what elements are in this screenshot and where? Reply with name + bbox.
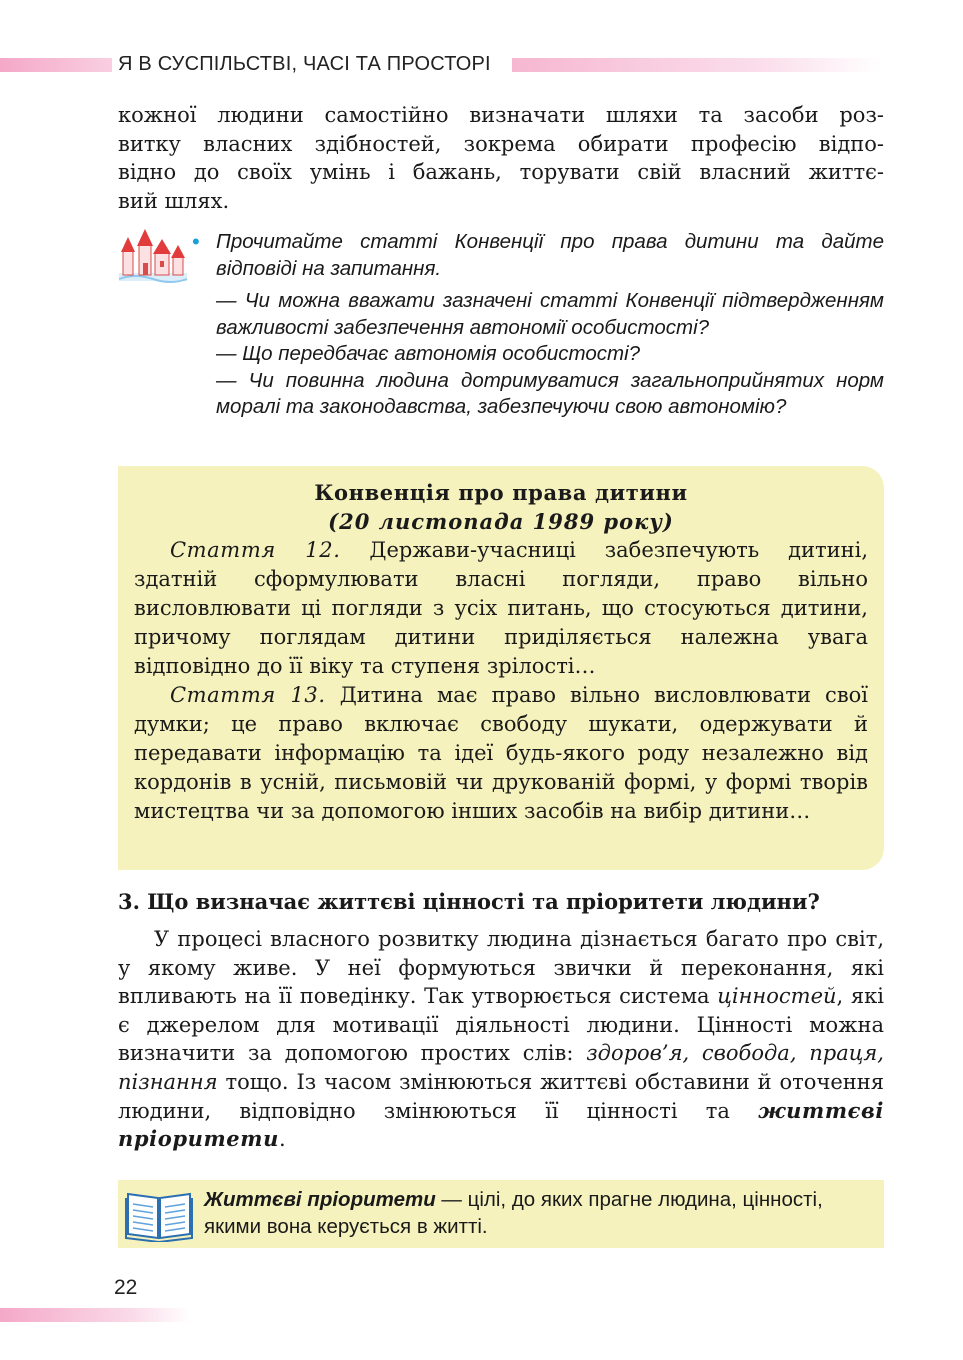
scalloped-edge <box>113 466 123 870</box>
page-number: 22 <box>114 1276 138 1299</box>
running-title: Я В СУСПІЛЬСТВІ, ЧАСІ ТА ПРОСТОРІ <box>118 53 491 75</box>
intro-line: кожної людини самостійно визначати шляхи та засоби роз- <box>118 103 884 127</box>
definition-box <box>118 1180 884 1248</box>
convention-date: (20 листопада 1989 року) <box>328 509 674 534</box>
term-life-priorities: життєві пріоритети <box>118 1097 884 1152</box>
article-12 <box>134 536 868 681</box>
article-13 <box>134 681 868 826</box>
intro-line: витку власних здібностей, зокрема обирати професію відпо- <box>118 131 884 156</box>
article-13-text: Дитина має право вільно висловлювати свої думки; це право включає свободу шукати, одержувати й передавати інформацію та ідеї будь-якого роду незалежно від кордонів в усній, письмовій чи друкованій формі, у формі творів мистецтва чи за допомогою інших засобів на вибір дитини… <box>134 683 868 823</box>
header-decor-bar-left <box>0 58 112 72</box>
article-12-text: Держави-учасниці забезпечують дитині, здатній сформулювати власні погляди, право вільно висловлювати ці погляди з усіх питань, що стосуються дитини, причому поглядам дитини приділяється належна увага відповідно до її віку та ступеня зрілості… <box>134 538 868 678</box>
article-13-label: Стаття 13. <box>170 683 326 707</box>
section-heading: 3. Що визначає життєві цінності та пріоритети людини? <box>118 889 820 914</box>
intro-line: відно до своїх умінь і бажань, торувати свій власний життє- <box>118 160 884 185</box>
term-values: цінностей <box>717 984 837 1009</box>
text-span: , які є джерелом для мотивації діяльності людини. Цінності можна визначити за допомогою простих слів: <box>118 984 884 1066</box>
text-span: . <box>278 1127 286 1152</box>
definition-text <box>204 1186 880 1240</box>
text-span: У процесі власного розвитку людина дізнається багато про світ, у якому живе. У неї формуються звички й переконання, які впливають на її поведінку. Так утворюється система <box>118 927 884 1009</box>
definition-term: Життєві пріоритети <box>204 1188 436 1211</box>
convention-title: Конвенція про права дитини <box>314 480 688 505</box>
value-examples: здоров’я, свобода, праця, пізнання <box>118 1041 884 1094</box>
section-paragraph <box>118 925 884 1154</box>
castle-icon <box>117 229 189 285</box>
article-12-label: Стаття 12. <box>170 538 341 562</box>
task-question: — Чи можна вважати зазначені статті Конвенції підтвердженням важливості забезпечення автономії особистості? <box>216 289 884 339</box>
task-question: — Що передбачає автономія особистості? <box>216 342 641 365</box>
open-book-icon <box>124 1186 194 1242</box>
bullet-dot-icon: • <box>192 229 200 254</box>
header-decor-bar-right <box>512 58 882 72</box>
convention-quote-box <box>118 466 884 870</box>
intro-paragraph <box>118 101 884 215</box>
task-question: — Чи повинна людина дотримуватися загальноприйнятих норм моралі та законодавства, забезпечуючи свою автономію? <box>216 368 884 418</box>
footer-decor-bar <box>0 1308 190 1322</box>
intro-line: вий шлях. <box>118 188 230 213</box>
text-span: тощо. Із часом змінюються життєві обставини й оточення людини, відповідно змінюються її цінності та <box>118 1069 884 1123</box>
section-paragraph-text <box>118 925 884 1154</box>
task-block <box>192 229 884 421</box>
definition-body: — цілі, до яких прагне людина, цінності, якими вона керується в житті. <box>204 1188 823 1238</box>
task-instruction: Прочитайте статті Конвенції про права дитини та дайте відповіді на запитання. <box>216 230 884 280</box>
